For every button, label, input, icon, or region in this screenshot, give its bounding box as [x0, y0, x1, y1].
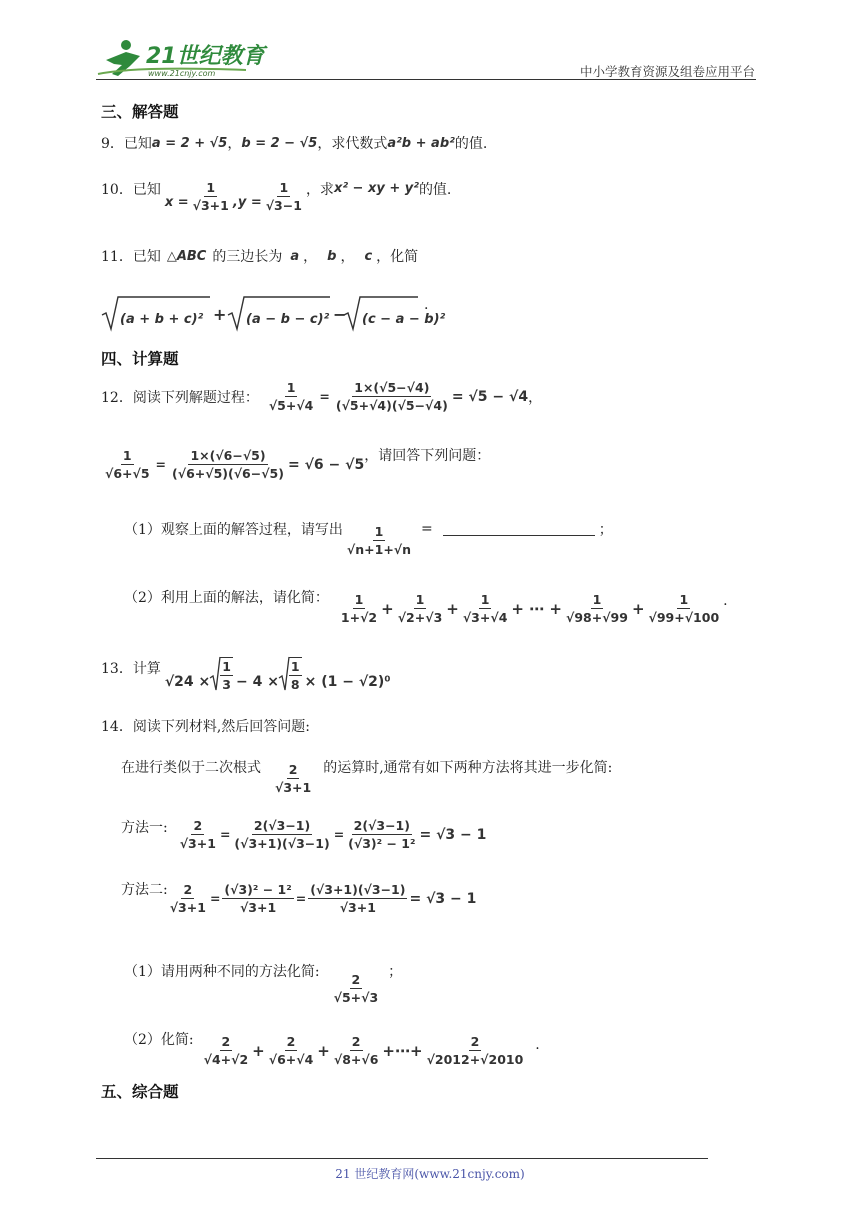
q14-prefix: 14．阅读下列材料,然后回答问题:	[101, 719, 310, 735]
q12-p2-den-4: √98+√99	[565, 610, 628, 625]
q11-sep2: ，	[340, 249, 355, 265]
q14-p2-plus-2: +	[317, 1041, 330, 1060]
logo-text: 21世纪教育	[146, 44, 265, 69]
q12-p1-text: （1）观察上面的解答过程，请写出	[124, 521, 343, 538]
q14-intro-num: 2	[288, 762, 298, 777]
q10-y-den: √3−1	[265, 198, 302, 213]
q10-x-fraction	[191, 180, 231, 213]
q12-p2-num-2: 1	[415, 592, 425, 607]
q14-p2-term-4	[425, 1034, 526, 1067]
q14-m2-den-2: √3+1	[239, 900, 277, 915]
q10-x-num: 1	[206, 180, 216, 195]
q12-p2-den-3: √3+√4	[462, 610, 508, 625]
question-12-line1: 12．阅读下列解题过程： $\frac{1}{√5+√4}$ = $\frac{1\times(√5-√4)}{(√5+√4)(√5-√4)}$ = √5 − √4 ，	[101, 380, 543, 413]
q10-suffix: 的值.	[418, 181, 452, 198]
q14-p2-num-2: 2	[286, 1034, 296, 1049]
q14-m2-den-3: √3+1	[339, 900, 376, 915]
q12-part1	[124, 512, 613, 557]
q14-intro-b: 的运算时,通常有如下两种方法将其进一步化简:	[323, 759, 613, 776]
q14-m1-num-1: 2	[193, 818, 203, 833]
q10-x-den: √3+1	[192, 198, 229, 213]
q12-p1-fraction	[345, 524, 413, 557]
q12-l2-num1: 1	[122, 448, 132, 463]
q12-p2-end: .	[723, 592, 728, 609]
section-title-solve: 三、解答题	[101, 103, 179, 121]
q11-op-minus: −	[333, 305, 347, 324]
q14-m1-den-2: (√3+1)(√3−1)	[234, 836, 330, 851]
q11-radicals	[100, 293, 446, 333]
q13-frac-2	[289, 657, 302, 692]
q14-m2-result: = √3 − 1	[409, 890, 477, 907]
q14-p2-end: .	[535, 1036, 540, 1053]
q12-p2-den-2: √2+√3	[397, 610, 443, 625]
q14-p2-num-3: 2	[351, 1034, 361, 1049]
q9-mid: ，求代数式	[317, 136, 388, 152]
q13-sqrt-2	[279, 656, 302, 692]
question-11	[101, 246, 418, 266]
q12-l1-end: ，	[528, 389, 543, 406]
q14-p2-den-4: √2012+√2010	[426, 1052, 524, 1067]
q14-m1-result: = √3 − 1	[419, 826, 487, 843]
q11-side-b: b	[327, 248, 337, 264]
q13-den-1: 3	[222, 676, 231, 692]
q13-frac-1	[220, 657, 233, 692]
q12-p2-text: （2）利用上面的解法，请化简：	[124, 589, 329, 606]
question-10	[101, 172, 452, 213]
q14-p2-den-1: √4+√2	[203, 1052, 249, 1067]
q14-method-2	[121, 882, 476, 915]
q14-m2-num-1: 2	[183, 882, 193, 897]
q14-p2-text: （2）化简:	[124, 1031, 194, 1048]
q12-p2-num-1: 1	[354, 592, 364, 607]
q12-p2-dots: + ⋯ +	[511, 599, 562, 618]
q9-expression: a²b + ab²	[387, 135, 455, 151]
footer-divider	[96, 1158, 708, 1159]
q10-x-lhs: x =	[164, 195, 189, 210]
q14-part1	[124, 954, 403, 1005]
q14-m2-num-2: (√3)² − 1²	[224, 882, 292, 897]
q12-p2-den-1: 1+√2	[340, 610, 378, 625]
q13-num-2: 1	[290, 658, 300, 674]
q12-l2-num2: 1×(√6−√5)	[190, 448, 266, 463]
q11-radicand-2: (a − b − c)²	[246, 312, 330, 327]
q14-p2-term-1	[202, 1034, 251, 1067]
q12-p2-plus-3: +	[631, 599, 645, 618]
q14-intro-fraction	[273, 762, 313, 795]
q14-method-1	[121, 818, 486, 851]
q12-l2-den2: (√6+√5)(√6−√5)	[172, 466, 284, 481]
q14-p1-num: 2	[351, 972, 361, 987]
q10-prefix: 10．已知	[101, 181, 161, 198]
q14-m1-den-1: √3+1	[179, 836, 216, 851]
q12-p2-term-3	[461, 592, 510, 625]
q13-sqrt-1	[210, 656, 233, 692]
q14-m2-frac-3	[308, 882, 407, 915]
q14-m1-eq-2: =	[333, 827, 345, 842]
q11-end: .	[424, 297, 429, 313]
q14-m1-num-2: 2(√3−1)	[253, 818, 311, 833]
q12-p1-num: 1	[374, 524, 384, 539]
q14-m2-eq-2: =	[295, 891, 307, 906]
logo-url: www.21cnjy.com	[148, 69, 216, 78]
q9-prefix: 9．已知	[101, 136, 152, 152]
q13-radical-sign-2	[279, 656, 289, 692]
q10-expression: x² − xy + y²	[333, 181, 419, 196]
q11-side-c: c	[364, 248, 373, 264]
section-title-calc: 四、计算题	[101, 350, 179, 368]
q14-part2	[124, 1022, 540, 1067]
q12-p2-term-4	[564, 592, 630, 625]
q12-p2-num-5: 1	[679, 592, 689, 607]
header-platform-text: 中小学教育资源及组卷应用平台	[579, 64, 755, 79]
q14-p1-end: ；	[388, 963, 403, 980]
q14-m2-label: 方法二:	[121, 881, 168, 898]
q14-p2-num-4: 2	[470, 1034, 480, 1049]
q10-comma: ,	[232, 195, 238, 210]
site-logo	[96, 36, 265, 80]
q12-l1-num2: 1×(√5−√4)	[354, 380, 430, 395]
q12-l1-den2: (√5+√4)(√5−√4)	[335, 398, 448, 413]
q12-p2-term-5	[647, 592, 722, 625]
runner-logo-icon	[96, 36, 265, 80]
q10-y-fraction	[264, 180, 304, 213]
q12-p2-den-5: √99+√100	[648, 610, 720, 625]
q14-p2-term-3	[332, 1034, 381, 1067]
q12-p1-eq: =	[421, 520, 433, 537]
q12-p2-plus-2: +	[446, 599, 459, 618]
q14-intro-den: √3+1	[275, 780, 312, 795]
q9-sep: ，	[227, 136, 242, 152]
q14-m1-label: 方法一:	[121, 819, 168, 836]
q9-suffix: 的值.	[454, 136, 488, 152]
q12-l2-den1: √6+√5	[105, 466, 150, 481]
q11-op-plus: +	[213, 305, 227, 324]
q12-p2-num-4: 1	[592, 592, 602, 607]
q10-y-lhs: y =	[237, 195, 262, 210]
q14-m2-den-1: √3+1	[169, 900, 206, 915]
question-12-line2: $\frac{1}{√6+√5}$ = $\frac{1\times(√6-√5)}{(√6+√5)(√6-√5)}$ = √6 − √5 ，请回答下列问题：	[101, 448, 490, 481]
section-title-comprehensive: 五、综合题	[101, 1083, 179, 1101]
q14-p2-den-2: √6+√4	[268, 1052, 314, 1067]
q12-l1-frac2	[334, 380, 450, 413]
q12-l1-frac1	[267, 380, 316, 413]
q14-p2-dots: +⋯+	[382, 1041, 423, 1060]
q13-term-3: × (1 − √2)⁰	[304, 674, 391, 690]
q12-p2-plus-1: +	[381, 599, 394, 618]
q14-p2-den-3: √8+√6	[333, 1052, 379, 1067]
q11-radicand-3: (c − a − b)²	[362, 312, 446, 327]
q14-p2-num-1: 2	[221, 1034, 231, 1049]
q14-m2-frac-1	[168, 882, 208, 915]
q14-m1-num-3: 2(√3−1)	[353, 818, 410, 833]
q12-l2-frac1	[103, 448, 152, 481]
q11-side-a: a	[290, 248, 300, 264]
q12-answer-blank[interactable]	[443, 521, 595, 536]
q13-radical-sign-1	[210, 656, 220, 692]
q14-m2-num-3: (√3+1)(√3−1)	[310, 882, 406, 897]
q12-l2-end: ，请回答下列问题：	[364, 447, 491, 464]
q14-m2-eq-1: =	[209, 891, 221, 906]
q13-num-1: 1	[222, 658, 231, 674]
q14-p2-term-2	[267, 1034, 316, 1067]
q14-m1-frac-3	[346, 818, 417, 851]
q13-den-2: 8	[290, 676, 300, 692]
q13-term-2: − 4 ×	[235, 674, 279, 690]
q14-p1-text: （1）请用两种不同的方法化简:	[124, 963, 320, 980]
question-13	[101, 650, 391, 692]
q14-m1-eq-1: =	[219, 827, 231, 842]
q11-suffix: ，化简	[376, 249, 419, 265]
q12-p1-end: ；	[598, 521, 613, 538]
q12-l1-den1: √5+√4	[268, 398, 314, 413]
q11-radicand-1: (a + b + c)²	[120, 312, 204, 327]
q12-l1-result: = √5 − √4	[451, 388, 529, 405]
q14-p2-plus-1: +	[252, 1041, 265, 1060]
q12-l1-num1: 1	[286, 380, 296, 395]
q12-p2-num-3: 1	[480, 592, 490, 607]
q14-p1-fraction	[332, 972, 381, 1005]
q12-p2-term-2	[396, 592, 445, 625]
q14-intro-a: 在进行类似于二次根式	[121, 759, 261, 776]
q10-y-num: 1	[279, 180, 289, 195]
q9-eq-a: a = 2 + √5	[151, 135, 228, 151]
footer-text: 21 世纪教育网(www.21cnjy.com)	[335, 1167, 525, 1181]
q11-prefix: 11．已知	[101, 249, 161, 265]
q13-term-1: √24 ×	[164, 674, 211, 690]
q14-p1-den: √5+√3	[333, 990, 379, 1005]
q11-sep1: ，	[303, 249, 318, 265]
q10-mid: ，求	[305, 181, 334, 198]
q12-l2-result: = √6 − √5	[287, 456, 365, 473]
q13-prefix: 13．计算	[101, 661, 161, 677]
header-divider	[96, 79, 756, 80]
q12-prefix: 12．阅读下列解题过程：	[101, 389, 259, 406]
question-9	[101, 133, 487, 153]
q9-eq-b: b = 2 − √5	[241, 135, 318, 151]
q12-part2	[124, 580, 728, 625]
q12-p2-term-1	[339, 592, 379, 625]
q14-m2-frac-2	[222, 882, 293, 915]
q11-mid: 的三边长为	[212, 249, 283, 265]
q14-m1-den-3: (√3)² − 1²	[348, 836, 416, 851]
q14-m1-frac-1	[178, 818, 218, 851]
q11-triangle: △ABC	[166, 248, 207, 264]
q12-l2-frac2	[170, 448, 286, 481]
q14-m1-frac-2	[232, 818, 331, 851]
q11-radical-expression	[100, 293, 446, 333]
q12-p1-den: √n+1+√n	[346, 542, 412, 557]
q14-intro	[121, 750, 613, 795]
